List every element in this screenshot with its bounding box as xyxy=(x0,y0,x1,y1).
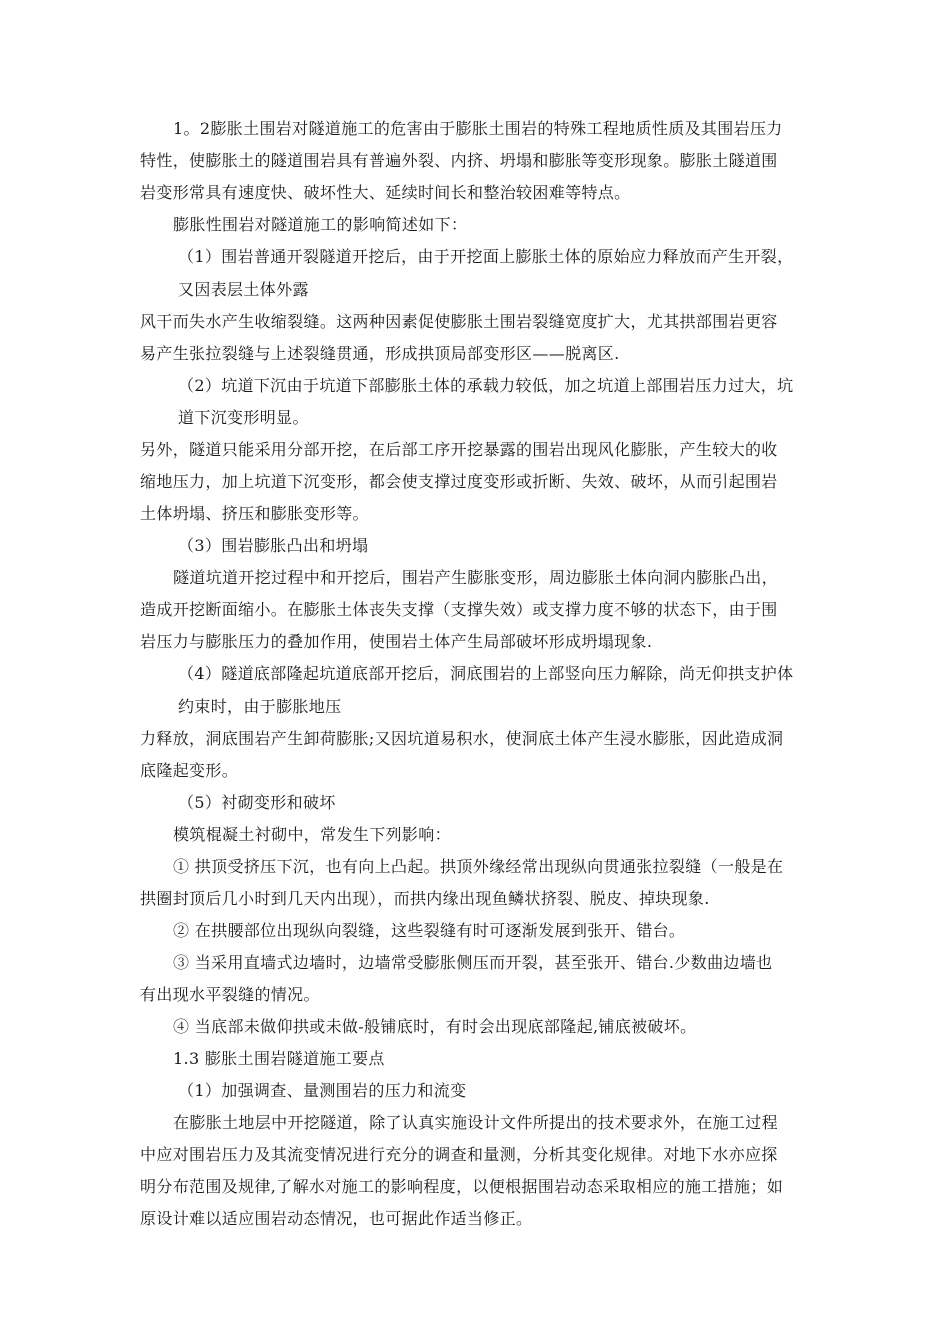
item-1-line-2: 又因表层土体外露 xyxy=(178,280,309,299)
item-2-line-2: 道下沉变形明显。 xyxy=(178,408,309,427)
sub-item-1-line-1: ① 拱顶受挤压下沉，也有向上凸起。拱顶外缘经常出现纵向贯通张拉裂缝（一般是在 xyxy=(173,857,784,876)
impact-intro: 膨胀性围岩对隧道施工的影响简述如下： xyxy=(173,215,468,234)
point-1-line-3: 明分布范围及规律,了解水对施工的影响程度，以便根据围岩动态采取相应的施工措施；如 xyxy=(140,1177,784,1196)
section-1-2-line-1: 1。2膨胀土围岩对隧道施工的危害由于膨胀土围岩的特殊工程地质性质及其围岩压力 xyxy=(173,119,783,138)
sub-item-2: ② 在拱腰部位出现纵向裂缝，这些裂缝有时可逐渐发展到张开、错台。 xyxy=(173,921,686,940)
sub-item-3-line-2: 有出现水平裂缝的情况。 xyxy=(140,985,320,1004)
section-1-2-line-2: 特性，使膨胀土的隧道围岩具有普遍外裂、内挤、坍塌和膨胀等变形现象。膨胀土隧道围 xyxy=(140,151,778,170)
item-1-line-3: 风干而失水产生收缩裂缝。这两种因素促使膨胀土围岩裂缝宽度扩大，尤其拱部围岩更容 xyxy=(140,312,778,331)
item-2-line-4: 缩地压力，加上坑道下沉变形，都会使支撑过度变形或折断、失效、破坏，从而引起围岩 xyxy=(140,472,778,491)
sub-item-4: ④ 当底部未做仰拱或未做-般铺底时，有时会出现底部隆起,铺底被破坏。 xyxy=(173,1017,697,1036)
item-3-line-2: 造成开挖断面缩小。在膨胀土体丧失支撑（支撑失效）或支撑力度不够的状态下，由于围 xyxy=(140,600,778,619)
item-2-line-3: 另外，隧道只能采用分部开挖，在后部工序开挖暴露的围岩出现风化膨胀，产生较大的收 xyxy=(140,440,778,459)
item-1-line-4: 易产生张拉裂缝与上述裂缝贯通，形成拱顶局部变形区——脱离区. xyxy=(140,344,620,363)
point-1-line-1: 在膨胀土地层中开挖隧道，除了认真实施设计文件所提出的技术要求外，在施工过程 xyxy=(173,1113,778,1132)
item-2-line-1: （2）坑道下沉由于坑道下部膨胀土体的承载力较低，加之坑道上部围岩压力过大，坑 xyxy=(178,376,794,395)
item-4-line-1: （4）隧道底部隆起坑道底部开挖后，洞底围岩的上部竖向压力解除，尚无仰拱支护体 xyxy=(178,664,794,683)
sub-item-3-line-1: ③ 当采用直墙式边墙时，边墙常受膨胀侧压而开裂，甚至张开、错台.少数曲边墙也 xyxy=(173,953,773,972)
item-5-heading: （5）衬砌变形和破坏 xyxy=(178,793,336,812)
item-3-heading: （3）围岩膨胀凸出和坍塌 xyxy=(178,536,369,555)
section-1-2-line-3: 岩变形常具有速度快、破坏性大、延续时间长和整治较困难等特点。 xyxy=(140,183,631,202)
point-1-line-2: 中应对围岩压力及其流变情况进行充分的调查和量测，分析其变化规律。对地下水亦应探 xyxy=(140,1145,778,1164)
section-1-3-heading: 1.3 膨胀土围岩隧道施工要点 xyxy=(173,1049,385,1068)
item-4-line-3: 力释放，洞底围岩产生卸荷膨胀;又因坑道易积水，使洞底土体产生浸水膨胀，因此造成洞 xyxy=(140,729,784,748)
item-5-intro: 模筑棍凝土衬砌中，常发生下列影响： xyxy=(173,825,451,844)
item-1-line-1: （1）围岩普通开裂隧道开挖后，由于开挖面上膨胀土体的原始应力释放而产生开裂， xyxy=(178,247,794,266)
point-1-line-4: 原设计难以适应围岩动态情况，也可据此作适当修正。 xyxy=(140,1209,533,1228)
sub-item-1-line-2: 拱圈封顶后几小时到几天内出现），而拱内缘出现鱼鳞状挤裂、脱皮、掉块现象. xyxy=(140,889,710,908)
item-4-line-4: 底隆起变形。 xyxy=(140,761,239,780)
item-4-line-2: 约束时，由于膨胀地压 xyxy=(178,697,342,716)
point-1-heading: （1）加强调查、量测围岩的压力和流变 xyxy=(178,1081,467,1100)
item-3-line-1: 隧道坑道开挖过程中和开挖后，围岩产生膨胀变形，周边膨胀土体向洞内膨胀凸出， xyxy=(173,568,778,587)
item-3-line-3: 岩压力与膨胀压力的叠加作用，使围岩土体产生局部破坏形成坍塌现象. xyxy=(140,632,653,651)
item-2-line-5: 土体坍塌、挤压和膨胀变形等。 xyxy=(140,504,369,523)
